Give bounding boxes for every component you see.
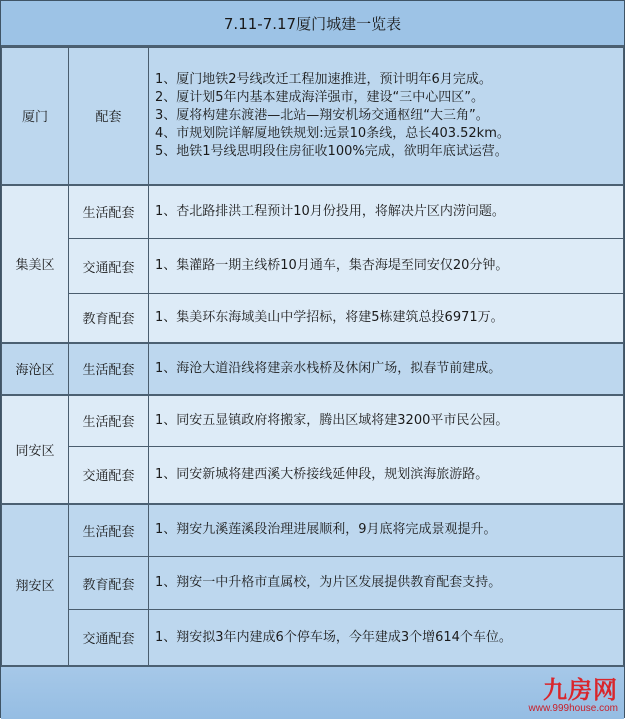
district-cell: 厦门 — [2, 48, 69, 185]
content-cell — [149, 343, 624, 395]
table-row — [2, 610, 624, 666]
table-row — [2, 239, 624, 294]
table-row — [2, 343, 624, 395]
news-item: 1、海沧大道沿线将建亲水栈桥及休闲广场，拟春节前建成。 — [155, 360, 502, 376]
category-cell: 生活配套 — [69, 343, 149, 395]
district-cell: 集美区 — [2, 185, 69, 343]
content-cell — [149, 294, 624, 343]
logo-mark: 九房网 — [543, 676, 618, 704]
news-item: 1、厦门地铁2号线改迁工程加速推进，预计明年6月完成。 — [155, 71, 492, 87]
category-cell: 配套 — [69, 48, 149, 185]
site-logo — [529, 677, 619, 715]
category-cell: 交通配套 — [69, 610, 149, 666]
news-item: 2、厦计划5年内基本建成海洋强市，建设“三中心四区”。 — [155, 89, 485, 105]
content-cell — [149, 557, 624, 610]
content-cell — [149, 185, 624, 239]
news-item: 1、同安五显镇政府将搬家，腾出区域将建3200平市民公园。 — [155, 412, 509, 428]
content-cell — [149, 239, 624, 294]
district-cell: 同安区 — [2, 395, 69, 504]
news-item: 1、集美环东海域美山中学招标，将建5栋建筑总投6971万。 — [155, 309, 504, 325]
category-cell: 交通配套 — [69, 447, 149, 504]
content-cell — [149, 48, 624, 185]
table-row — [2, 294, 624, 343]
content-cell — [149, 447, 624, 504]
table-footer — [1, 665, 624, 719]
category-cell: 交通配套 — [69, 239, 149, 294]
news-item: 1、翔安九溪莲溪段治理进展顺利，9月底将完成景观提升。 — [155, 522, 497, 538]
category-cell: 生活配套 — [69, 504, 149, 557]
construction-table — [1, 47, 624, 666]
category-cell: 生活配套 — [69, 395, 149, 447]
content-cell — [149, 395, 624, 447]
news-item: 1、同安新城将建西溪大桥接线延伸段，规划滨海旅游路。 — [155, 466, 489, 482]
logo-url: www.999house.com — [528, 703, 618, 714]
news-item: 1、翔安一中升格市直属校，为片区发展提供教育配套支持。 — [155, 575, 502, 590]
table-row — [2, 395, 624, 447]
table-title: 7.11-7.17厦门城建一览表 — [1, 1, 624, 47]
category-cell: 生活配套 — [69, 185, 149, 239]
category-cell: 教育配套 — [69, 557, 149, 610]
content-cell — [149, 610, 624, 666]
content-cell — [149, 504, 624, 557]
table-row — [2, 504, 624, 557]
news-item: 1、集灌路一期主线桥10月通车，集杏海堤至同安仅20分钟。 — [155, 258, 509, 273]
news-item: 4、市规划院详解厦地铁规划:远景10条线，总长403.52km。 — [155, 125, 510, 141]
news-item: 3、厦将构建东渡港—北站—翔安机场交通枢纽“大三角”。 — [155, 107, 489, 123]
news-item: 1、翔安拟3年内建成6个停车场，今年建成3个增614个车位。 — [155, 629, 512, 645]
news-item: 1、杏北路排洪工程预计10月份投用，将解决片区内涝问题。 — [155, 203, 505, 219]
district-cell: 翔安区 — [2, 504, 69, 666]
news-item: 5、地铁1号线思明段住房征收100%完成，欲明年底试运营。 — [155, 143, 508, 159]
table-row — [2, 557, 624, 610]
table-row — [2, 48, 624, 185]
table-row — [2, 447, 624, 504]
category-cell: 教育配套 — [69, 294, 149, 343]
table-row — [2, 185, 624, 239]
district-cell: 海沧区 — [2, 343, 69, 395]
